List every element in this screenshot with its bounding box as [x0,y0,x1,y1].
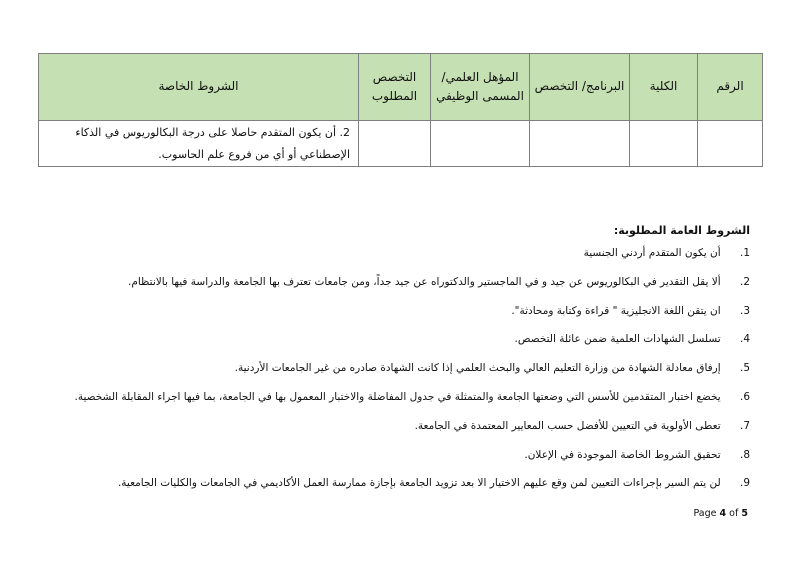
cell-program [530,121,630,167]
list-item: 8. تحقيق الشروط الخاصة الموجودة في الإعلان. [524,448,750,461]
header-number: الرقم [698,54,763,121]
list-item: 4. تسلسل الشهادات العلمية ضمن عائلة التخصص. [514,333,750,346]
header-faculty: الكلية [630,54,698,121]
list-item: 9. لن يتم السير بإجراءات التعيين لمن وقع عليهم الاختيار الا بعد تزويد الجامعة بإجازة ممارسة العمل الأكاديمي في الجامعات والكليات الجامعية. [117,477,750,490]
page-number: Page 4 of 5 [693,508,748,519]
list-item: 6. يخضع اختبار المتقدمين للأسس التي وضعتها الجامعة والمتمثلة في جدول المفاضلة والاختبار المعمول بها في الجامعة، بما فيها اجراء المقابلة الشخصية. [74,390,750,403]
table-row [39,121,763,167]
header-special-conditions: الشروط الخاصة [39,54,359,121]
table-header-row [39,54,763,121]
general-conditions-list [74,246,750,505]
header-qualification: المؤهل العلمي/المسمى الوظيفي [431,54,530,121]
list-item: 3. ان يتقن اللغة الانجليزية " قراءة وكتابة ومحادثة". [511,304,750,317]
cell-qualification [431,121,530,167]
specialization-table [38,53,763,167]
header-required-specialization: التخصص المطلوب [359,54,431,121]
cell-faculty [630,121,698,167]
general-conditions-section [74,224,750,505]
list-item: 7. تعطى الأولوية في التعيين للأفضل حسب المعايير المعتمدة في الجامعة. [414,419,750,432]
list-item: 5. إرفاق معادلة الشهادة من وزارة التعليم العالي والبحث العلمي إذا كانت الشهادة صادره من غير الجامعات الأردنية. [234,362,750,375]
cell-special-condition: 2. أن يكون المتقدم حاصلا على درجة البكالوريوس في الذكاء الإصطناعي أو أي من فروع علم الحاسوب. [39,121,359,167]
general-conditions-title: الشروط العامة المطلوبة: [613,224,750,237]
cell-number [698,121,763,167]
header-program: البرنامج/ التخصص [530,54,630,121]
cell-required-specialization [359,121,431,167]
list-item: 2. ألا يقل التقدير في البكالوريوس عن جيد و في الماجستير والدكتوراه عن جيد جداً، ومن جامعات تعترف بها الجامعة والدراسة فيها بالانتظام. [128,275,750,288]
list-item: 1. أن يكون المتقدم أردني الجنسية [583,247,750,259]
